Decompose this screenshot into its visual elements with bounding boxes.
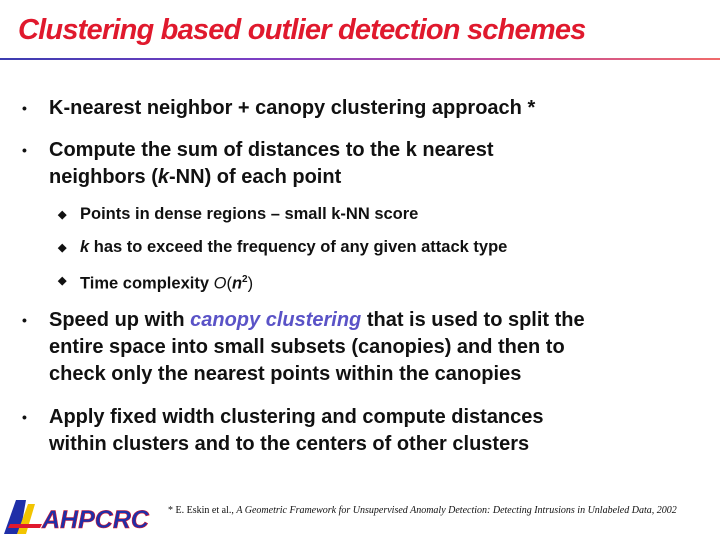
- diamond-bullet-icon: ◆: [58, 209, 67, 221]
- bullet-3-text: [49, 307, 702, 388]
- ahpcrc-logo: [2, 494, 164, 538]
- bullet-dot-icon: •: [22, 312, 27, 328]
- sub-bullet-2-rest: has to exceed the frequency of any given attack type: [89, 238, 508, 256]
- title-divider: [0, 58, 720, 60]
- bullet-4-text: [49, 404, 702, 458]
- footnote-title: A Geometric Framework for Unsupervised Anomaly Detection: Detecting Intrusions in Unlabeled Data, 2002: [236, 505, 677, 516]
- sub-bullet-1-text: Points in dense regions – small k-NN score: [80, 205, 419, 223]
- bullet-2-k: k: [157, 166, 170, 188]
- bullet-3: [22, 307, 702, 388]
- sub-bullet-3-pre: Time complexity: [80, 274, 214, 293]
- big-o: O: [213, 274, 227, 293]
- bullet-3-pre: Speed up with: [49, 309, 191, 331]
- bullet-dot-icon: •: [22, 409, 27, 425]
- bullet-3-post: that is used to split the: [361, 309, 585, 331]
- bullet-2-line-2-post: -NN) of each point: [169, 166, 342, 188]
- canopy-clustering-highlight: canopy clustering: [190, 309, 362, 331]
- bullet-dot-icon: •: [22, 100, 27, 116]
- bullet-4-line-2: within clusters and to the centers of other clusters: [49, 433, 530, 455]
- paren-close: ): [247, 274, 254, 293]
- logo-text: AHPCRC: [42, 506, 149, 534]
- diamond-bullet-icon: ◆: [58, 275, 67, 287]
- sub-bullet-2: [58, 236, 698, 258]
- bullet-4: [22, 404, 702, 458]
- citation-footnote: [168, 505, 716, 516]
- paren-open: (: [226, 274, 232, 293]
- bullet-2-line-2-pre: neighbors (: [49, 166, 158, 188]
- sub-bullet-3: [58, 269, 698, 295]
- footnote-marker: * E. Eskin et al.,: [168, 505, 234, 516]
- sub-bullet-2-k: k: [80, 238, 90, 256]
- bullet-1: [22, 95, 702, 122]
- diamond-bullet-icon: ◆: [58, 242, 67, 254]
- bullet-1-text: K-nearest neighbor + canopy clustering approach *: [49, 97, 536, 119]
- sub-bullet-1: [58, 203, 698, 225]
- bullet-2-text: [49, 137, 702, 191]
- slide-title: Clustering based outlier detection schemes: [18, 14, 586, 46]
- bullet-2: [22, 137, 702, 191]
- bullet-2-line-1: Compute the sum of distances to the k nearest: [49, 139, 494, 161]
- exponent: 2: [242, 274, 248, 285]
- n-variable: n: [231, 274, 243, 293]
- logo-stripe-red: [8, 524, 42, 528]
- sub-bullet-2-text: [80, 236, 698, 258]
- bullet-dot-icon: •: [22, 142, 27, 158]
- bullet-3-line-2: entire space into small subsets (canopies) and then to: [49, 336, 565, 358]
- bullet-4-line-1: Apply fixed width clustering and compute distances: [49, 406, 544, 428]
- bullet-3-line-3: check only the nearest points within the canopies: [49, 363, 522, 385]
- sub-bullet-3-text: [80, 269, 698, 295]
